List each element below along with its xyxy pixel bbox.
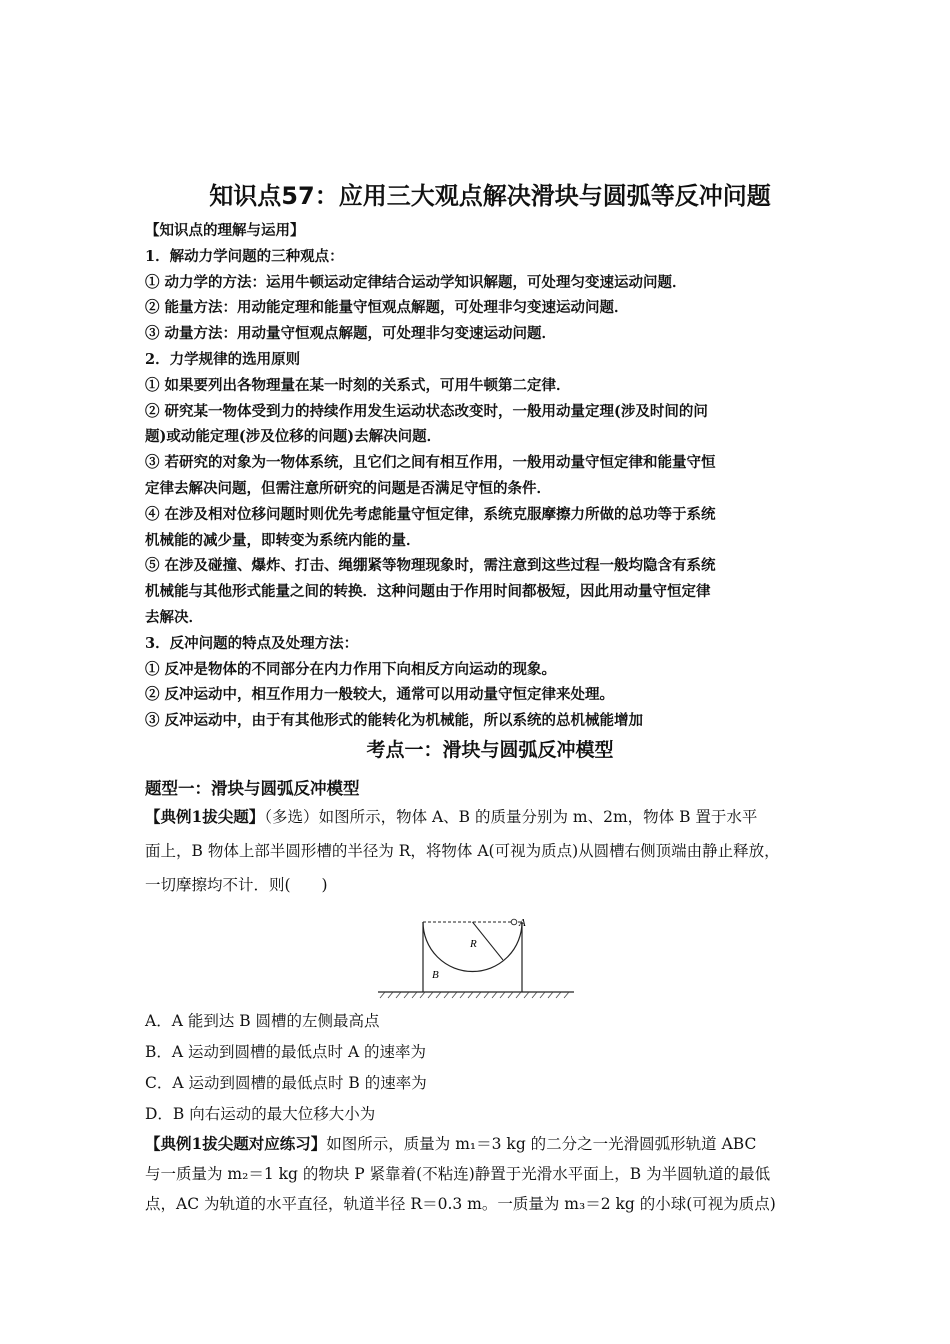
text-line: ⑤ 在涉及碰撞、爆炸、打击、绳绷紧等物理现象时，需注意到这些过程一般均隐含有系统: [145, 557, 716, 575]
practice-text: 如图所示，质量为 m₁＝3 kg 的二分之一光滑圆弧形轨道 ABC: [326, 1135, 757, 1153]
text-line: ① 反冲是物体的不同部分在内力作用下向相反方向运动的现象。: [145, 660, 557, 678]
option-b: B．A 运动到圆槽的最低点时 A 的速率为: [145, 1043, 427, 1061]
section-header: 【知识点的理解与运用】: [145, 222, 305, 239]
practice-1: [145, 1129, 810, 1219]
text-line: ③ 动量方法：用动量守恒观点解题，可处理非匀变速运动问题．: [145, 325, 557, 343]
label-a: A: [519, 917, 526, 929]
tixing-heading: 题型一：滑块与圆弧反冲模型: [145, 779, 360, 798]
label-r: R: [470, 938, 477, 950]
text-line: 机械能的减少量，即转变为系统内能的量．: [145, 531, 421, 549]
text-line: 1．解动力学问题的三种观点：: [145, 247, 344, 265]
label-b: B: [432, 969, 439, 981]
ground-hatching: [380, 992, 569, 998]
practice-tag: 【典例1拔尖题对应练习】: [145, 1134, 327, 1153]
example-line: [145, 800, 810, 834]
text-line: ② 反冲运动中，相互作用力一般较大，通常可以用动量守恒定律来处理。: [145, 686, 615, 704]
text-line: ③ 若研究的对象为一物体系统，且它们之间有相互作用，一般用动量守恒定律和能量守恒: [145, 454, 716, 472]
text-line: 2．力学规律的选用原则: [145, 350, 301, 368]
semicircle-groove-figure: [370, 912, 580, 1002]
option-a: A．A 能到达 B 圆槽的左侧最高点: [145, 1012, 380, 1030]
practice-line: [145, 1129, 810, 1159]
practice-line: 与一质量为 m₂＝1 kg 的物块 P 紧靠着(不粘连)静置于光滑水平面上，B 为半圆轨道的最低: [145, 1165, 771, 1183]
multi-select-note: （多选）: [264, 808, 319, 826]
option-d: D．B 向右运动的最大位移大小为: [145, 1105, 376, 1123]
text-line: 题)或动能定理(涉及位移的问题)去解决问题．: [145, 428, 442, 446]
text-line: ① 如果要列出各物理量在某一时刻的关系式，可用牛顿第二定律．: [145, 376, 571, 394]
option-c: C．A 运动到圆槽的最低点时 B 的速率为: [145, 1074, 427, 1092]
example-line: 面上，B 物体上部半圆形槽的半径为 R，将物体 A(可视为质点)从圆槽右侧顶端由静止释放，: [145, 842, 780, 860]
practice-line: 点，AC 为轨道的水平直径，轨道半径 R＝0.3 m。一质量为 m₃＝2 kg 的小球(可视为质点): [145, 1195, 776, 1213]
text-line: ② 研究某一物体受到力的持续作用发生运动状态改变时，一般用动量定理(涉及时间的问: [145, 402, 708, 420]
text-line: 去解决．: [145, 608, 203, 626]
text-line: ① 动力学的方法：运用牛顿运动定律结合运动学知识解题，可处理匀变速运动问题．: [145, 273, 687, 291]
text-line: ④ 在涉及相对位移问题时则优先考虑能量守恒定律，系统克服摩擦力所做的总功等于系统: [145, 505, 716, 523]
text-line: 定律去解决问题，但需注意所研究的问题是否满足守恒的条件．: [145, 479, 551, 497]
example-text: 如图所示，物体 A、B 的质量分别为 m、2m，物体 B 置于水平: [318, 808, 758, 826]
text-line: 3．反冲问题的特点及处理方法：: [145, 634, 359, 652]
knowledge-section: [145, 218, 810, 734]
kaodian-heading: 考点一：滑块与圆弧反冲模型: [366, 739, 614, 761]
example-1: [145, 800, 810, 902]
text-line: 机械能与其他形式能量之间的转换．这种问题由于作用时间都极短，因此用动量守恒定律: [145, 583, 711, 601]
text-line: ③ 反冲运动中，由于有其他形式的能转化为机械能，所以系统的总机械能增加: [145, 712, 644, 730]
example-line: 一切摩擦均不计．则( ): [145, 876, 328, 894]
point-a-marker: [511, 919, 517, 925]
page-title: 知识点57：应用三大观点解决滑块与圆弧等反冲问题: [209, 182, 771, 210]
text-line: ② 能量方法：用动能定理和能量守恒观点解题，可处理非匀变速运动问题．: [145, 299, 629, 317]
example-tag: 【典例1拔尖题】: [145, 807, 265, 826]
options-list: [145, 1006, 810, 1130]
